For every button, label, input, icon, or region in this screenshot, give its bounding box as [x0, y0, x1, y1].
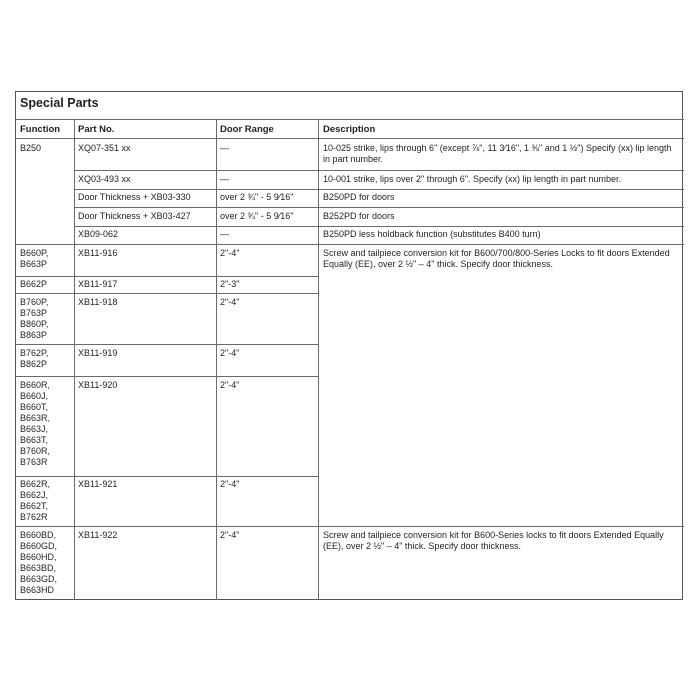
range-cell: —: [220, 174, 229, 184]
function-cell: B762P, B862P: [20, 348, 49, 369]
range-cell: over 2 ¾" - 5 9⁄16": [220, 192, 294, 202]
header-description: Description: [323, 124, 376, 135]
header-function: Function: [20, 124, 61, 135]
header-bottom-rule: [16, 138, 684, 139]
description-cell: B252PD for doors: [323, 211, 395, 221]
description-cell: Screw and tailpiece conversion kit for B600/700/800-Series Locks to fit doors Extended Equally (EE), over 2 ½" – 4" thick. Specify door thickness.: [323, 248, 670, 269]
description-cell: 10-025 strike, lips through 6" (except ⅞", 11 3⁄16", 1 ⅜" and 1 ½") Specify (xx) lip length in part number.: [323, 143, 672, 164]
header-part-no: Part No.: [78, 124, 115, 135]
row-rule: [16, 344, 318, 345]
description-cell: B250PD for doors: [323, 192, 395, 202]
range-cell: over 2 ¾" - 5 9⁄16": [220, 211, 294, 221]
function-cell: B662P: [20, 279, 48, 289]
header-door-range: Door Range: [220, 124, 274, 135]
part-cell: XB09-062: [78, 229, 119, 239]
row-rule: [74, 170, 684, 171]
description-cell: 10-001 strike, lips over 2" through 6". Specify (xx) lip length in part number.: [323, 174, 622, 184]
row-rule: [16, 293, 318, 294]
function-cell: B660P, B663P: [20, 248, 49, 269]
range-cell: 2"-4": [220, 348, 240, 358]
function-cell: B660R, B660J, B660T, B663R, B663J, B663T, B760R, B763R: [20, 380, 51, 467]
function-cell: B250: [20, 143, 42, 153]
special-parts-table: [15, 91, 683, 600]
range-cell: 2"-3": [220, 279, 240, 289]
header-top-rule: [16, 119, 684, 120]
part-cell: XQ07-351 xx: [78, 143, 131, 153]
part-cell: XB11-918: [78, 297, 118, 307]
row-rule: [74, 207, 684, 208]
range-cell: 2"-4": [220, 380, 240, 390]
row-rule: [74, 226, 684, 227]
row-rule: [74, 189, 684, 190]
part-cell: XB11-922: [78, 530, 118, 540]
description-cell: Screw and tailpiece conversion kit for B600-Series locks to fit doors Extended Equally (EE), over 2 ½" – 4" thick. Specify door thickness.: [323, 530, 664, 551]
part-cell: XB11-917: [78, 279, 118, 289]
row-rule: [16, 376, 318, 377]
row-rule: [16, 244, 684, 245]
part-cell: XQ03-493 xx: [78, 174, 131, 184]
part-cell: XB11-919: [78, 348, 118, 358]
function-cell: B760P, B763P B860P, B863P: [20, 297, 49, 340]
column-rule: [216, 119, 217, 600]
function-cell: B660BD, B660GD, B660HD, B663BD, B663GD, B663HD: [20, 530, 58, 595]
part-cell: XB11-921: [78, 479, 118, 489]
range-cell: —: [220, 143, 229, 153]
part-cell: XB11-920: [78, 380, 118, 390]
range-cell: 2"-4": [220, 297, 240, 307]
column-rule: [74, 119, 75, 600]
range-cell: —: [220, 229, 229, 239]
part-cell: Door Thickness + XB03-330: [78, 192, 191, 202]
row-rule: [16, 476, 318, 477]
row-rule: [16, 276, 318, 277]
column-rule: [318, 119, 319, 600]
table-title: Special Parts: [20, 96, 99, 110]
description-cell: B250PD less holdback function (substitutes B400 turn): [323, 229, 541, 239]
range-cell: 2"-4": [220, 248, 240, 258]
part-cell: Door Thickness + XB03-427: [78, 211, 191, 221]
range-cell: 2"-4": [220, 530, 240, 540]
row-rule: [16, 526, 684, 527]
range-cell: 2"-4": [220, 479, 240, 489]
function-cell: B662R, B662J, B662T, B762R: [20, 479, 51, 522]
part-cell: XB11-916: [78, 248, 118, 258]
